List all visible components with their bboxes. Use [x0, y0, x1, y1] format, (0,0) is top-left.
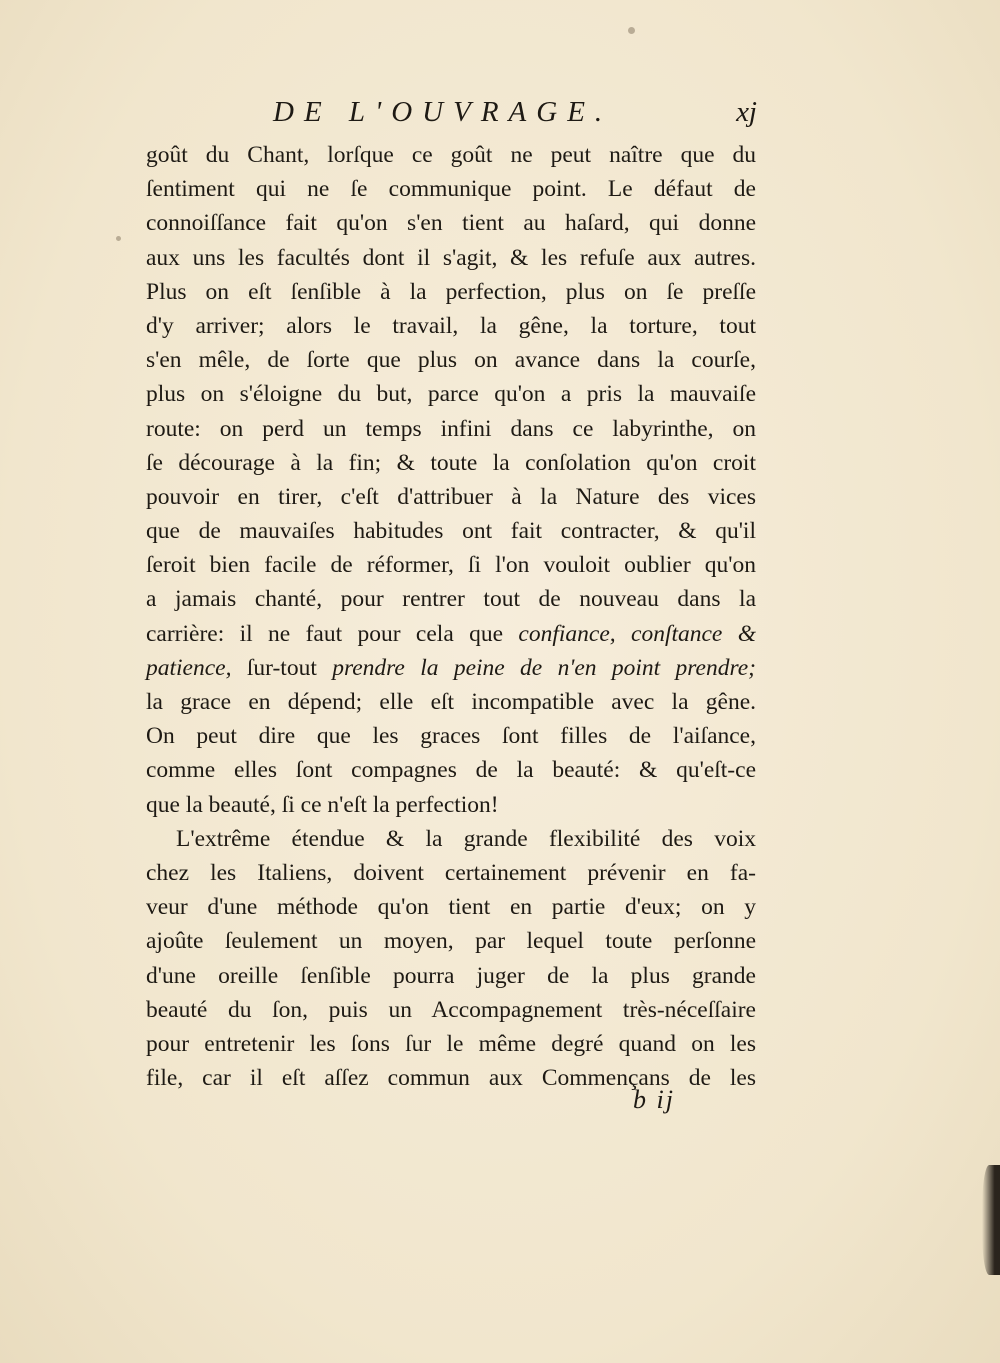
- text-line: veur d'une méthode qu'on tient en partie d'eux; on y: [146, 894, 756, 921]
- text-line-mixed: [146, 651, 756, 685]
- italic-run: patience,: [146, 654, 232, 681]
- paragraph-start-line: L'extrême étendue & la grande flexibilité des voix: [176, 825, 756, 852]
- text-line: ajoûte ſeulement un moyen, par lequel toute perſonne: [146, 928, 756, 955]
- text-line: d'une oreille ſenſible pourra juger de la plus grande: [146, 962, 756, 989]
- text-line: pouvoir en tirer, c'eſt d'attribuer à la Nature des vices: [146, 483, 756, 510]
- text-line: ſe décourage à la fin; & toute la conſolation qu'on croit: [146, 449, 756, 476]
- text-line: pour entretenir les ſons ſur le même degré quand on les: [146, 1030, 756, 1057]
- text-line: ſeroit bien facile de réformer, ſi l'on vouloit oublier qu'on: [146, 552, 756, 579]
- italic-run: prendre la peine de n'en point prendre;: [332, 654, 756, 681]
- page-number: xj: [736, 96, 757, 128]
- text-line: plus on s'éloigne du but, parce qu'on a pris la mauvaiſe: [146, 381, 756, 408]
- text-run: carrière: il ne faut pour cela que: [146, 620, 504, 647]
- text-line: beauté du ſon, puis un Accompagnement très-néceſſaire: [146, 996, 756, 1023]
- text-line: que de mauvaiſes habitudes ont fait contracter, & qu'il: [146, 518, 756, 545]
- page-edge-shadow: [982, 1165, 1000, 1275]
- text-line: chez les Italiens, doivent certainement prévenir en fa-: [146, 859, 756, 886]
- text-line: On peut dire que les graces ſont filles de l'aiſance,: [146, 723, 756, 750]
- text-line-mixed: [146, 617, 756, 651]
- italic-run: confiance, conſtance &: [518, 620, 757, 647]
- running-title: DE L'OUVRAGE.: [273, 96, 613, 128]
- ink-spot: [116, 236, 121, 241]
- text-line: connoiſſance fait qu'on s'en tient au haſard, qui donne: [146, 210, 756, 237]
- text-line: d'y arriver; alors le travail, la gêne, la torture, tout: [146, 312, 756, 339]
- text-line: file, car il eſt aſſez commun aux Commençans de les: [146, 1065, 756, 1092]
- ink-spot: [628, 27, 635, 34]
- text-line: a jamais chanté, pour rentrer tout de nouveau dans la: [146, 586, 756, 613]
- body-text: [146, 138, 756, 1095]
- text-line: goût du Chant, lorſque ce goût ne peut naître que du: [146, 142, 756, 168]
- text-line: ſentiment qui ne ſe communique point. Le défaut de: [146, 176, 756, 203]
- text-line: comme elles ſont compagnes de la beauté: & qu'eſt-ce: [146, 757, 756, 784]
- page-header: [145, 96, 757, 140]
- text-line: la grace en dépend; elle eſt incompatible avec la gêne.: [146, 689, 756, 715]
- text-line: aux uns les facultés dont il s'agit, & les refuſe aux autres.: [146, 244, 756, 271]
- signature-mark: b ij: [633, 1085, 675, 1114]
- text-line: route: on perd un temps infini dans ce labyrinthe, on: [146, 415, 756, 442]
- text-line: que la beauté, ſi ce n'eſt la perfection!: [146, 791, 499, 818]
- text-line: Plus on eſt ſenſible à la perfection, plus on ſe preſſe: [146, 278, 756, 305]
- text-run: ſur-tout: [246, 654, 317, 681]
- text-line: s'en mêle, de ſorte que plus on avance dans la courſe,: [146, 347, 756, 374]
